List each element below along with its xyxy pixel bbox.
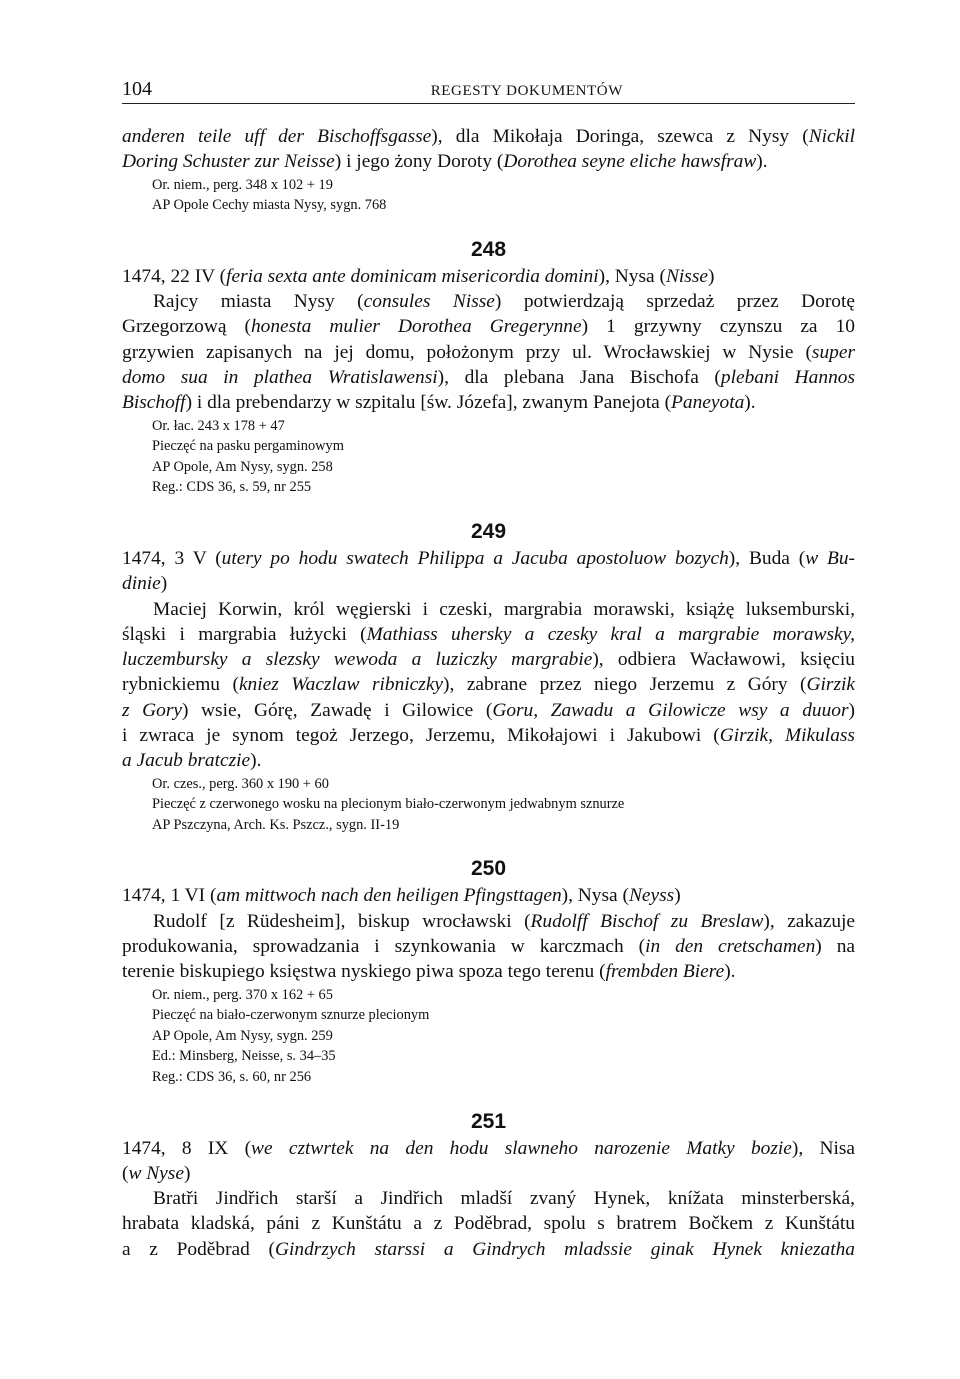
archival-note: Ed.: Minsberg, Neisse, s. 34–35: [152, 1048, 336, 1065]
text-line: Grzegorzową (honesta mulier Dorothea Gregerynne) 1 grzywny czynszu za 10: [122, 316, 855, 338]
entry-249: [122, 518, 855, 835]
text-line: dinie): [122, 573, 168, 595]
running-title: REGESTY DOKUMENTÓW: [430, 83, 623, 99]
text-line: luczembursky a slezsky wewoda a luziczky margrabie), odbiera Wacławowi, księciu: [122, 649, 855, 671]
text-line: i zwraca je synom tegoż Jerzego, Jerzemu, Mikołajowi i Jakubowi (Girzik, Mikulass: [122, 725, 855, 747]
text-line: Doring Schuster zur Neisse) i jego żony Doroty (Dorothea seyne eliche hawsfraw).: [122, 151, 768, 173]
text-line: z Gory) wsie, Górę, Zawadę i Gilowice (Goru, Zawadu a Gilowicze wsy a duuor): [122, 699, 855, 721]
text-line: domo sua in plathea Wratislawensi), dla plebana Jana Bischofa (plebani Hannos: [122, 366, 856, 388]
page-header: [122, 78, 855, 104]
archival-note: Or. czes., perg. 360 x 190 + 60: [152, 775, 329, 792]
text-line: a z Poděbrad (Gindrzych starssi a Gindrych mladssie ginak Hynek kniezatha: [122, 1238, 855, 1260]
text-line: Rudolf [z Rüdesheim], biskup wrocławski (Rudolff Bischof zu Breslaw), zakazuje: [153, 910, 856, 932]
text-line: Bratři Jindřich starší a Jindřich mladší zvaný Hynek, knížata minsterberská,: [153, 1188, 855, 1210]
text-line: terenie biskupiego księstwa nyskiego piwa spoza tego terenu (frembden Biere).: [122, 961, 736, 983]
date-line: 1474, 1 VI (am mittwoch nach den heiligen Pfingsttagen), Nysa (Neyss): [122, 885, 681, 907]
entry-number: 250: [470, 857, 507, 881]
archival-note: Reg.: CDS 36, s. 59, nr 255: [152, 479, 312, 496]
date-line: 1474, 8 IX (we cztwrtek na den hodu slawneho narozenie Matky bozie), Nisa: [122, 1137, 856, 1159]
text-line: Rajcy miasta Nysy (consules Nisse) potwierdzają sprzedaż przez Dorotę: [153, 291, 855, 313]
entry-number: 251: [470, 1109, 507, 1133]
text-line: rybnickiemu (kniez Waczlaw ribniczky), zabrane przez niego Jerzemu z Góry (Girzik: [122, 674, 855, 696]
entry-number: 249: [470, 519, 507, 543]
text-line: hrabata kladská, páni z Kunštátu a z Poděbrad, spolu s bratrem Bočkem z Kunštátu: [122, 1213, 855, 1235]
text-line: a Jacub bratczie).: [122, 750, 262, 772]
text-line: śląski i margrabia łużycki (Mathiass uhersky a czesky kral a margrabie morawsky,: [122, 623, 855, 645]
text-line: Maciej Korwin, król węgierski i czeski, margrabia morawski, książę luksemburski,: [153, 598, 855, 620]
archival-note: Reg.: CDS 36, s. 60, nr 256: [152, 1068, 312, 1085]
text-line: produkowania, sprowadzania i szynkowania w karczmach (in den cretschamen) na: [122, 935, 855, 957]
text-line: (w Nyse): [122, 1162, 191, 1184]
entry-250: [122, 855, 855, 1087]
archival-note: AP Opole, Am Nysy, sygn. 258: [152, 458, 333, 475]
archival-note: Pieczęć na pasku pergaminowym: [152, 438, 344, 455]
archival-note: Pieczęć na biało-czerwonym sznurze plecionym: [152, 1007, 430, 1024]
text-line: grzywien zapisanych na jej domu, położonym przy ul. Wrocławskiej w Nysie (super: [122, 341, 855, 363]
entry-251: [122, 1108, 855, 1262]
archival-note: Or. niem., perg. 370 x 162 + 65: [152, 986, 333, 1003]
continuation-block: [122, 124, 855, 216]
archival-note: Or. łac. 243 x 178 + 47: [152, 417, 285, 434]
date-line: 1474, 22 IV (feria sexta ante dominicam misericordia domini), Nysa (Nisse): [122, 265, 715, 287]
text-line: anderen teile uff der Bischoffsgasse), dla Mikołaja Doringa, szewca z Nysy (Nickil: [122, 126, 855, 147]
entry-number: 248: [470, 237, 507, 261]
archival-note: Or. niem., perg. 348 x 102 + 19: [152, 176, 333, 193]
entry-248: [122, 236, 855, 498]
archival-note: AP Pszczyna, Arch. Ks. Pszcz., sygn. II-19: [152, 816, 400, 833]
archival-note: Pieczęć z czerwonego wosku na plecionym biało-czerwonym jedwabnym sznurze: [152, 796, 625, 813]
document-page: [122, 78, 855, 1262]
page-number: 104: [122, 78, 152, 100]
archival-note: AP Opole Cechy miasta Nysy, sygn. 768: [152, 197, 387, 214]
archival-note: AP Opole, Am Nysy, sygn. 259: [152, 1027, 333, 1044]
date-line: 1474, 3 V (utery po hodu swatech Philippa a Jacuba apostoluow bozych), Buda (w Bu-: [122, 547, 856, 569]
text-line: Bischoff) i dla prebendarzy w szpitalu [św. Józefa], zwanym Panejota (Paneyota).: [122, 392, 756, 414]
latin-italic: anderen teile uff der Bischoffsgasse: [122, 126, 432, 147]
